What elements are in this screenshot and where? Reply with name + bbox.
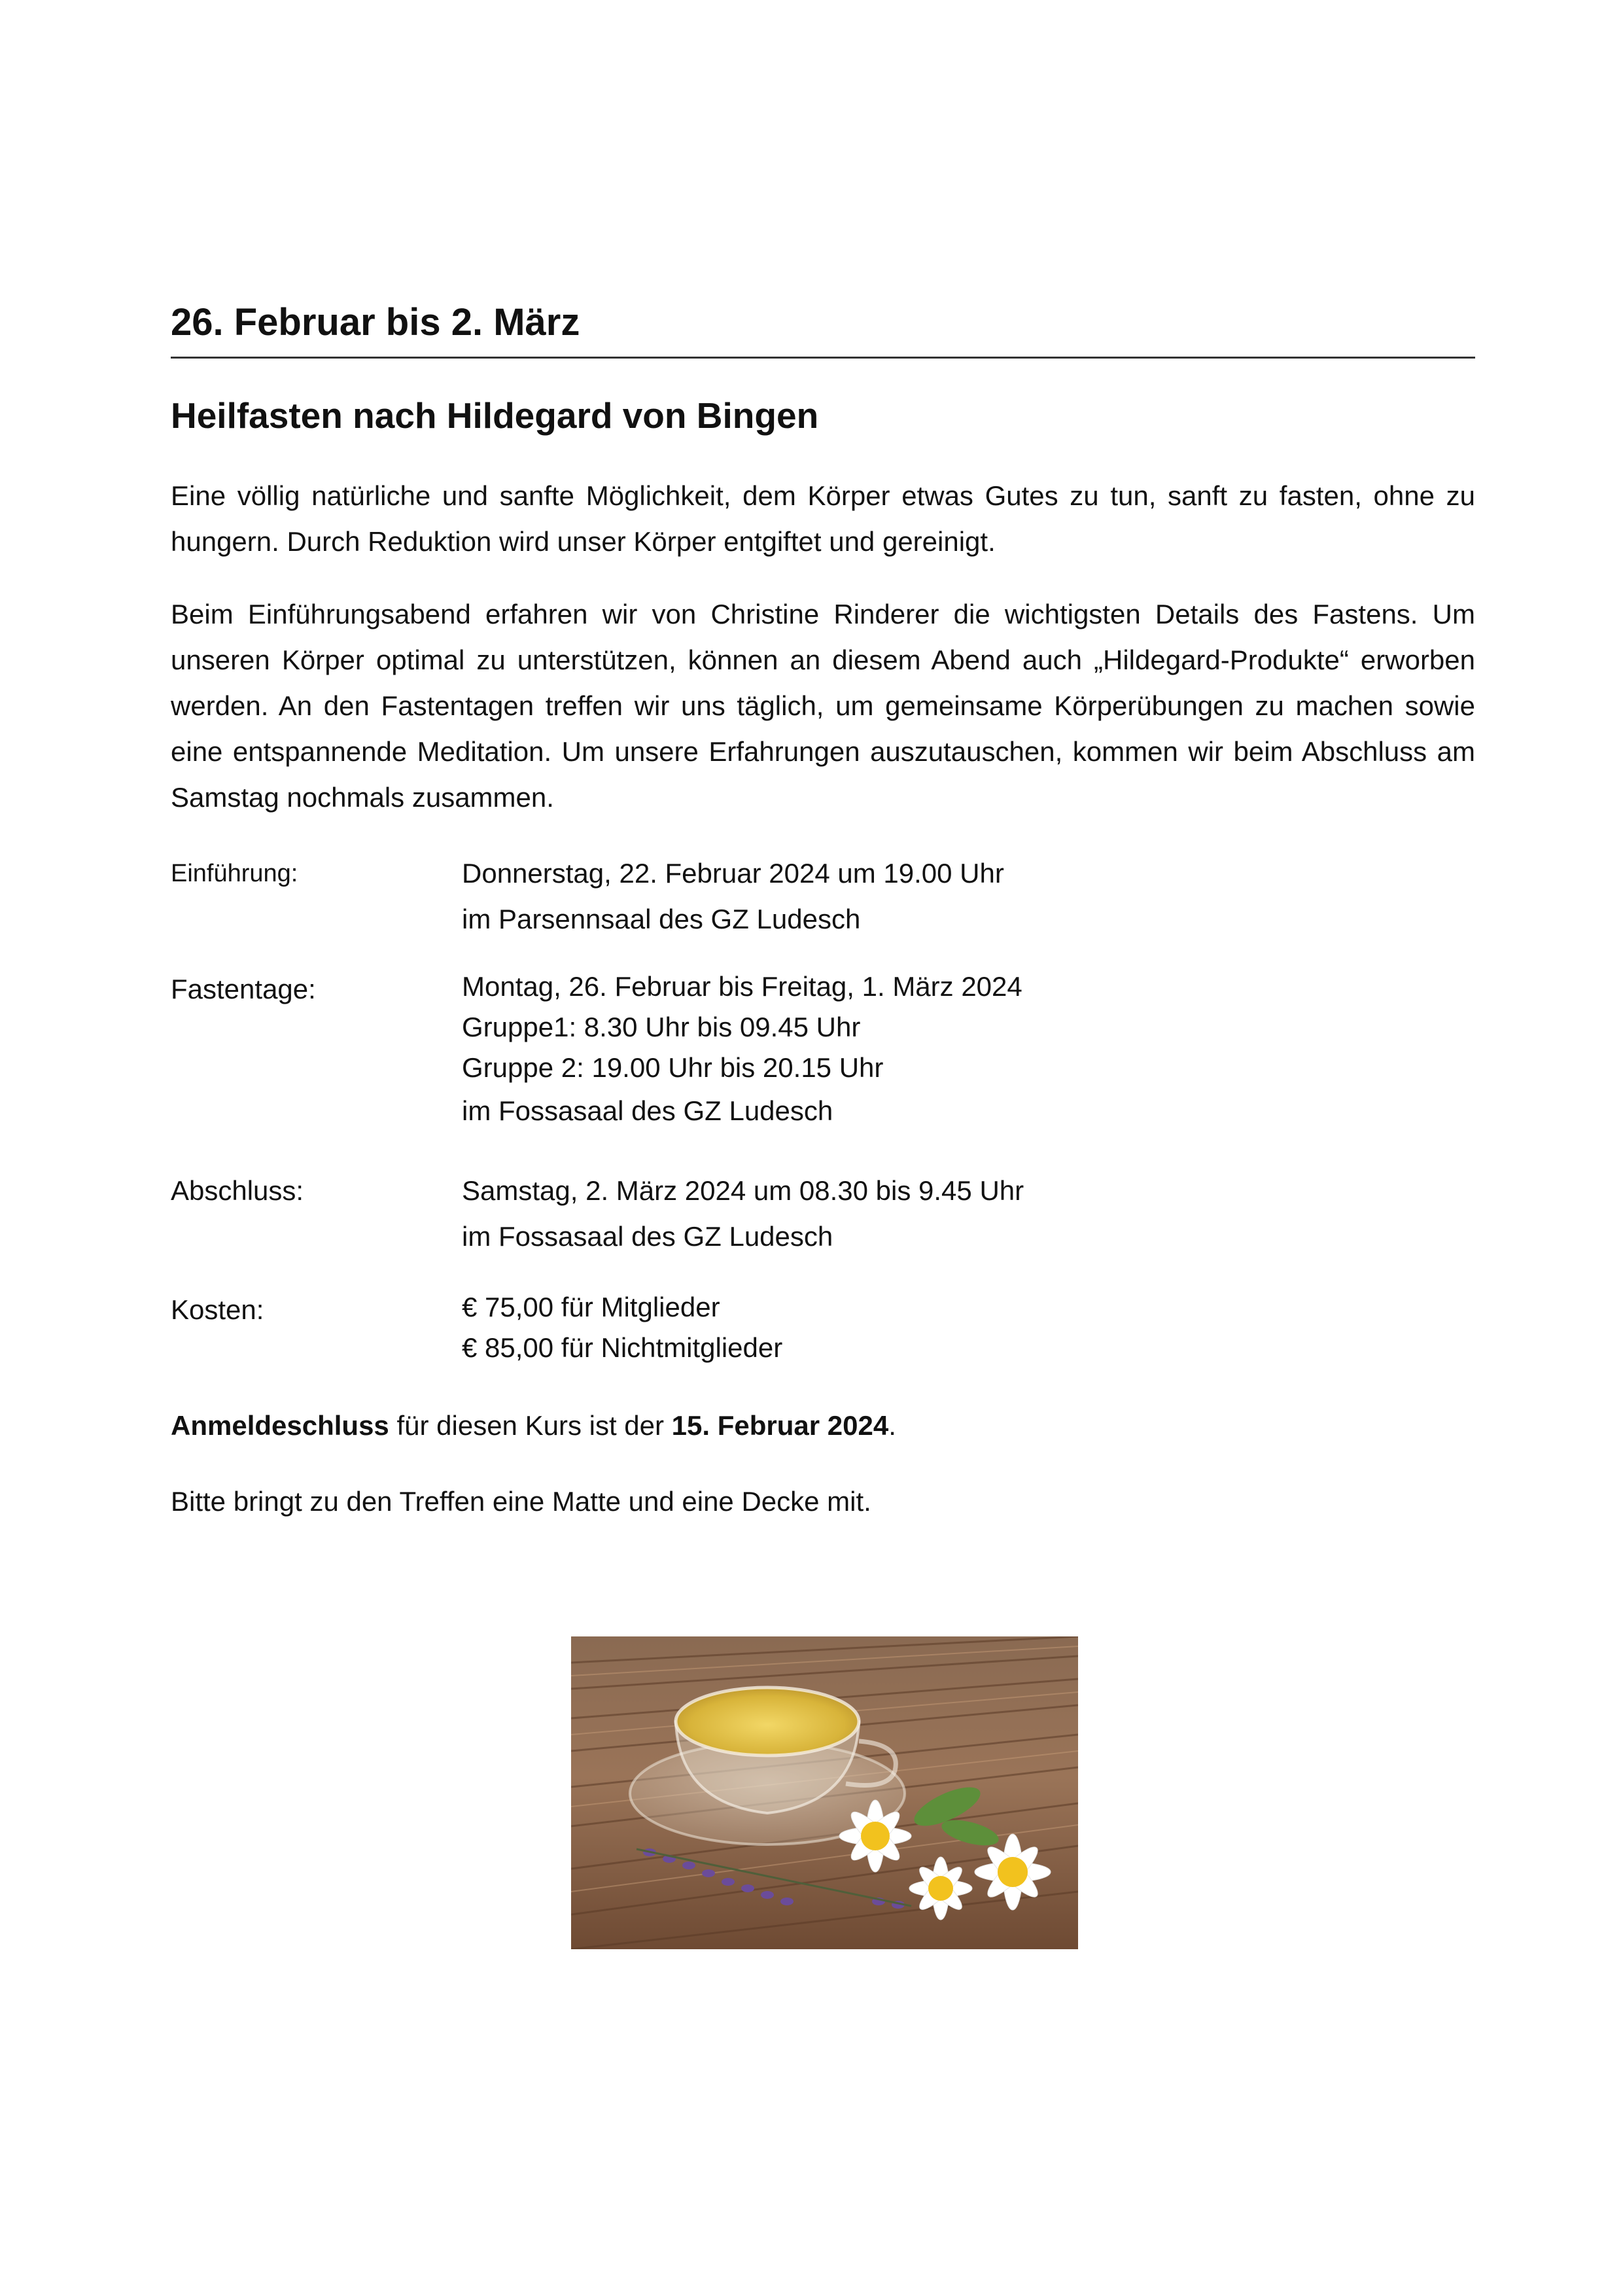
registration-text: für diesen Kurs ist der <box>389 1410 672 1441</box>
bring-along-note: Bitte bringt zu den Treffen eine Matte und eine Decke mit. <box>171 1486 871 1517</box>
course-title: Heilfasten nach Hildegard von Bingen <box>171 395 819 436</box>
registration-term: Anmeldeschluss <box>171 1410 389 1441</box>
description-paragraph: Beim Einführungsabend erfahren wir von Christine Rinderer die wichtigsten Details des Fastens. Um unseren Körper optimal zu unterstützen, können an diesem Abend auch „Hildegard-Produkte“ erworben werden. An den Fastentagen treffen wir uns täglich, um gemeinsame Körperübungen zu machen sowie eine entspannende Meditation. Um unsere Erfahrungen auszutauschen, kommen wir beim Abschluss am Samstag nochmals zusammen. <box>171 599 1475 813</box>
registration-deadline <box>171 1403 896 1449</box>
intro-paragraph: Eine völlig natürliche und sanfte Möglichkeit, dem Körper etwas Gutes zu tun, sanft zu fasten, ohne zu hungern. Durch Reduktion wird unser Körper entgiftet und gereinigt. <box>171 480 1475 557</box>
schedule-line: Gruppe 2: 19.00 Uhr bis 20.15 Uhr <box>462 1052 884 1083</box>
schedule-line: im Fossasaal des GZ Ludesch <box>462 1095 833 1126</box>
date-range-heading: 26. Februar bis 2. März <box>171 301 580 344</box>
schedule-details <box>462 851 1004 942</box>
schedule-label: Abschluss: <box>171 1175 304 1206</box>
schedule-details <box>462 1287 782 1368</box>
schedule-line: im Parsennsaal des GZ Ludesch <box>462 904 861 934</box>
schedule-line: Gruppe1: 8.30 Uhr bis 09.45 Uhr <box>462 1012 861 1042</box>
schedule-line: Montag, 26. Februar bis Freitag, 1. März 2024 <box>462 971 1022 1002</box>
tea-cup-chamomile-photo <box>571 1636 1078 1949</box>
schedule-details <box>462 1168 1024 1260</box>
schedule-label: Fastentage: <box>171 974 316 1004</box>
schedule-details <box>462 966 1022 1134</box>
schedule-line: im Fossasaal des GZ Ludesch <box>462 1221 833 1252</box>
schedule-line: € 75,00 für Mitglieder <box>462 1292 720 1322</box>
schedule-label: Einführung: <box>171 860 298 887</box>
schedule-line: Donnerstag, 22. Februar 2024 um 19.00 Uhr <box>462 858 1004 889</box>
registration-end: . <box>888 1410 896 1441</box>
schedule-label: Kosten: <box>171 1294 264 1325</box>
schedule-line: Samstag, 2. März 2024 um 08.30 bis 9.45 Uhr <box>462 1175 1024 1206</box>
schedule-line: € 85,00 für Nichtmitglieder <box>462 1332 783 1363</box>
heading-divider <box>171 357 1475 359</box>
registration-date: 15. Februar 2024 <box>671 1410 889 1441</box>
